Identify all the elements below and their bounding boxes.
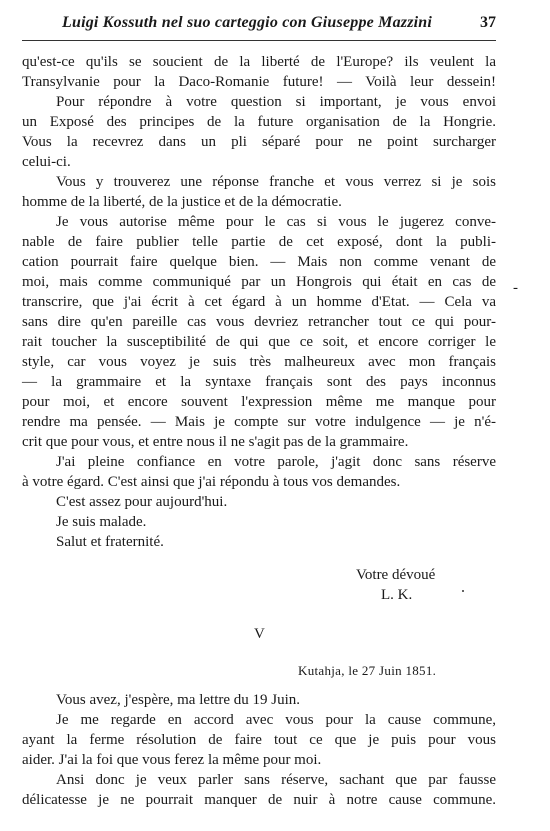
margin-mark: -: [513, 280, 518, 296]
text-line: Transylvanie pour la Daco-Romanie future! — Voilà leur dessein!: [22, 74, 496, 90]
text-line: style, car vous voyez je suis très malheureux avec mon français: [22, 354, 496, 370]
signature-closing: Votre dévoué: [356, 567, 436, 583]
text-line: rendre ma pensée. — Mais je compte sur votre indulgence — je n'é-: [22, 414, 496, 430]
text-line: celui-ci.: [22, 154, 71, 170]
text-line: délicatesse je ne pourrait manquer de nuir à notre cause commune.: [22, 792, 496, 808]
text-line: Je vous autorise même pour le cas si vous le jugerez conve-: [56, 214, 496, 230]
text-line: Je suis malade.: [56, 514, 147, 530]
text-line: Vous la recevrez dans un pli séparé pour ne point surcharger: [22, 134, 496, 150]
signature-initials: L. K.: [381, 587, 413, 603]
text-line: cation pourrait faire quelque bien. — Mais non comme venant de: [22, 254, 496, 270]
text-line: rait toucher la susceptibilité de qui que ce soit, et encore corriger le: [22, 334, 496, 350]
text-line: nable de faire publier telle partie de cet exposé, dont la publi-: [22, 234, 496, 250]
text-line: à votre égard. C'est ainsi que j'ai répondu à tous vos demandes.: [22, 474, 401, 490]
text-line: Pour répondre à votre question si important, je vous envoi: [56, 94, 496, 110]
letter-dateline: Kutahja, le 27 Juin 1851.: [298, 663, 437, 678]
text-line: transcrire, que j'ai écrit à cet égard à un homme d'Etat. — Cela va: [22, 294, 496, 310]
text-line: Vous avez, j'espère, ma lettre du 19 Juin.: [56, 692, 301, 708]
text-line: Je me regarde en accord avec vous pour la cause commune,: [56, 712, 496, 728]
print-speck: [462, 590, 464, 592]
text-line: C'est assez pour aujourd'hui.: [56, 494, 228, 510]
section-numeral: V: [254, 626, 265, 642]
text-line: homme de la liberté, de la justice et de la démocratie.: [22, 194, 342, 210]
page-number: 37: [480, 14, 496, 31]
text-line: Salut et fraternité.: [56, 534, 164, 550]
text-line: Ansi donc je veux parler sans réserve, sachant que par fausse: [56, 772, 496, 788]
text-line: moi, mais comme communiqué par un Hongrois qui était en cas de: [22, 274, 496, 290]
text-line: pour moi, et encore souvent l'expression même me manque pour: [22, 394, 496, 410]
text-line: — la grammaire et la syntaxe français sont des pays inconnus: [22, 374, 496, 390]
letter-body-text: [22, 52, 496, 552]
text-line: aider. J'ai la foi que vous ferez la même pour moi.: [22, 752, 322, 768]
text-line: qu'est-ce qu'ils se soucient de la liberté de l'Europe? ils veulent la: [22, 54, 496, 70]
running-title: Luigi Kossuth nel suo carteggio con Giuseppe Mazzini: [62, 14, 433, 31]
text-line: crit que pour vous, et entre nous il ne s'agit pas de la grammaire.: [22, 434, 409, 450]
text-line: sans dire qu'en pareille cas vous devriez retrancher tout ce qui pour-: [22, 314, 496, 330]
text-line: Vous y trouverez une réponse franche et vous verrez si je sois: [56, 174, 496, 190]
page-header: [22, 14, 496, 41]
next-letter-text: [22, 690, 496, 810]
text-line: J'ai pleine confiance en votre parole, j'agit donc sans réserve: [56, 454, 496, 470]
text-line: un Exposé des principes de la future organisation de la Hongrie.: [22, 114, 496, 130]
text-line: ayant la ferme résolution de faire tout ce que je puis pour vous: [22, 732, 496, 748]
